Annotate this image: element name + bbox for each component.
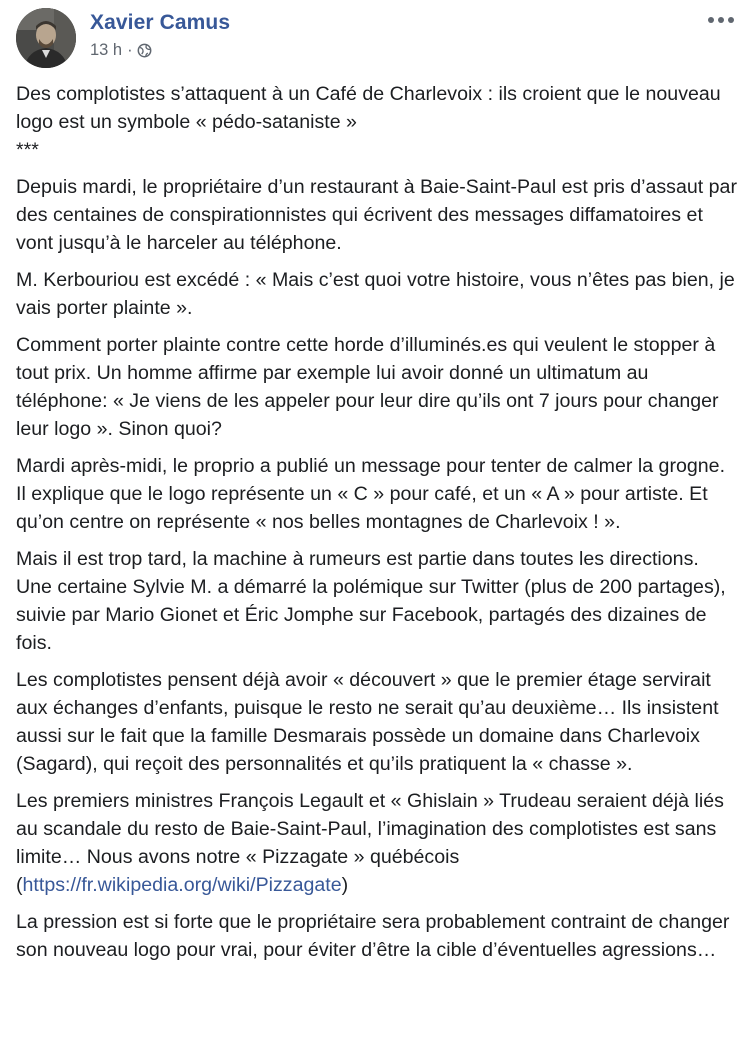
post-paragraph: Mais il est trop tard, la machine à rumeurs est partie dans toutes les directions. Une certaine Sylvie M. a démarré la polémique sur Twitter (plus de 200 partages), suivie par Mario Gionet et Éric Jomphe sur Facebook, partagés des dizaines de fois.: [16, 548, 726, 654]
meta-separator: ·: [127, 41, 133, 59]
paragraph-text: Les premiers ministres François Legault et « Ghislain » Trudeau seraient déjà liés au scandale du resto de Baie-Saint-Paul, l’imagination des complotistes est sans limite… Nous avons notre « Pizzagate » québécois (: [16, 790, 724, 896]
post-timestamp[interactable]: 13 h: [90, 41, 123, 59]
post-paragraph: Des complotistes s’attaquent à un Café de Charlevoix : ils croient que le nouveau logo est un symbole « pédo-sataniste » ***: [16, 83, 721, 161]
post-paragraph: La pression est si forte que le propriétaire sera probablement contraint de changer son nouveau logo pour vrai, pour éviter d’être la cible d’éventuelles agressions…: [16, 911, 730, 961]
post-paragraph: Comment porter plainte contre cette horde d’illuminés.es qui veulent le stopper à tout prix. Un homme affirme par exemple lui avoir donné un ultimatum au téléphone: « Je viens de les appeler pour leur dire qu’ils ont 7 jours pour changer leur logo ». Sinon quoi?: [16, 334, 719, 440]
post-paragraph: M. Kerbouriou est excédé : « Mais c’est quoi votre histoire, vous n’êtes pas bien, je vais porter plainte ».: [16, 269, 735, 319]
post-paragraph: Les complotistes pensent déjà avoir « découvert » que le premier étage servirait aux échanges d’enfants, puisque le resto ne serait qu’au deuxième… Ils insistent aussi sur le fait que la famille Desmarais possède un domaine dans Charlevoix (Sagard), qui reçoit des personnalités et qu’ils pratiquent la « chasse ».: [16, 669, 719, 775]
avatar[interactable]: [16, 8, 76, 68]
more-options-icon[interactable]: [708, 10, 734, 30]
post-paragraph: Mardi après-midi, le proprio a publié un message pour tenter de calmer la grogne. Il explique que le logo représente un « C » pour café, et un « A » pour artiste. Et qu’on centre on représente « nos belles montagnes de Charlevoix ! ».: [16, 455, 726, 533]
wikipedia-link[interactable]: https://fr.wikipedia.org/wiki/Pizzagate: [22, 874, 342, 896]
post-paragraph: Depuis mardi, le propriétaire d’un restaurant à Baie-Saint-Paul est pris d’assaut par des centaines de conspirationnistes qui écrivent des messages diffamatoires et vont jusqu’à le harceler au téléphone.: [16, 176, 737, 254]
post-body: [16, 80, 738, 973]
author-name[interactable]: Xavier Camus: [90, 11, 231, 34]
profile-photo-icon: [16, 8, 76, 68]
post-header: [16, 8, 736, 70]
more-dot: [728, 17, 734, 23]
globe-icon[interactable]: [137, 43, 152, 58]
post-paragraph-with-link: [16, 787, 738, 899]
more-dot: [708, 17, 714, 23]
paragraph-text: ): [341, 874, 349, 896]
more-dot: [718, 17, 724, 23]
post-meta: [90, 41, 152, 60]
